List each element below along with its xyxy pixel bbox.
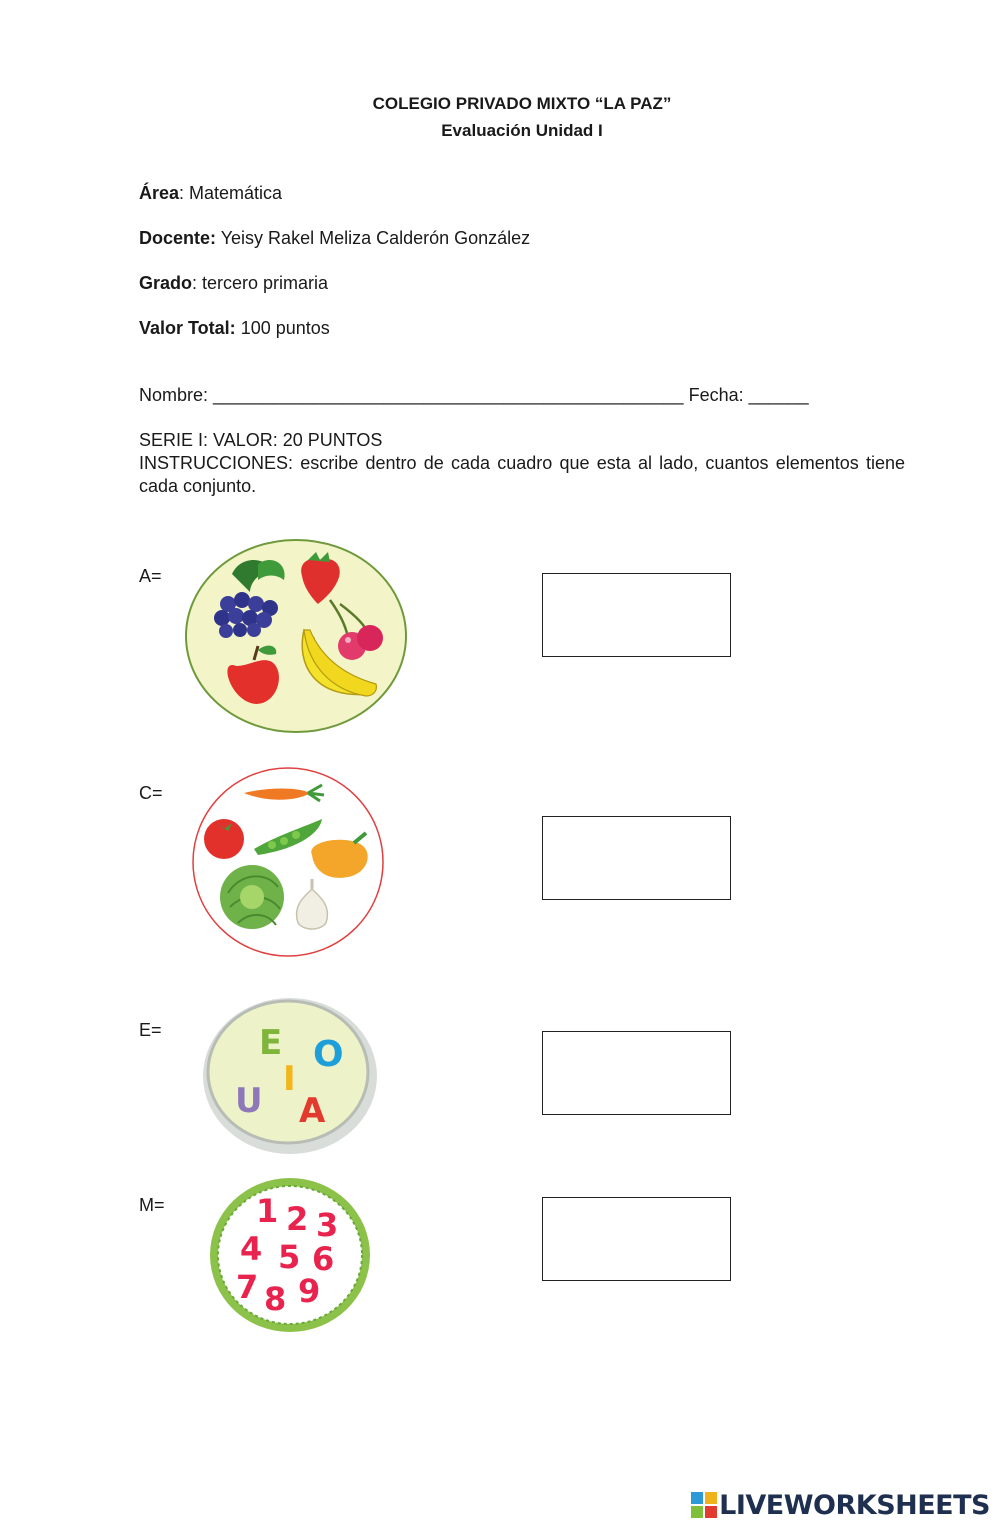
vowel-letter-i: I [283, 1059, 296, 1099]
series-title: SERIE I: VALOR: 20 PUNTOS [139, 430, 383, 450]
set-m-label: M= [139, 1195, 165, 1215]
number-digit-1: 1 [256, 1192, 279, 1230]
vegetable-set [188, 763, 388, 961]
set-a-label: A= [139, 566, 162, 586]
total-label: Valor Total: [139, 318, 236, 338]
set-c-label: C= [139, 783, 163, 803]
number-digit-2: 2 [286, 1200, 309, 1238]
answer-box-e[interactable] [542, 1031, 731, 1115]
school-name: COLEGIO PRIVADO MIXTO “LA PAZ” [372, 94, 672, 113]
number-digit-8: 8 [264, 1280, 287, 1318]
total-value: 100 puntos [235, 318, 330, 338]
logo-blocks-icon [691, 1492, 717, 1518]
vowel-letter-u: U [235, 1081, 263, 1121]
number-digit-4: 4 [240, 1230, 263, 1268]
teacher-label: Docente: [139, 228, 217, 248]
grade-field [139, 273, 328, 294]
liveworksheets-logo [691, 1488, 990, 1522]
answer-box-m[interactable] [542, 1197, 731, 1281]
vowel-letter-o: O [313, 1034, 344, 1075]
area-value: : Matemática [179, 183, 283, 203]
evaluation-title: Evaluación Unidad I [441, 121, 603, 140]
set-e-label: E= [139, 1020, 162, 1040]
number-digit-7: 7 [236, 1268, 259, 1306]
name-blank[interactable]: _______________________________________________ [213, 385, 684, 405]
name-label: Nombre: [139, 385, 209, 405]
vowel-letter-a: A [299, 1091, 326, 1131]
date-label: Fecha: [688, 385, 744, 405]
answer-box-a[interactable] [542, 573, 731, 657]
answer-box-c[interactable] [542, 816, 731, 900]
logo-text: LIVEWORKSHEETS [719, 1489, 990, 1521]
date-blank[interactable]: ______ [748, 385, 809, 405]
student-line [139, 385, 809, 406]
grade-value: : tercero primaria [192, 273, 329, 293]
cabbage-icon [220, 865, 284, 929]
number-digit-5: 5 [278, 1238, 301, 1276]
area-label: Área [139, 183, 180, 203]
vowel-letter-e: E [259, 1023, 283, 1063]
area-field [139, 183, 282, 204]
number-set [206, 1174, 374, 1336]
total-field [139, 318, 330, 339]
vowel-set [199, 992, 381, 1156]
teacher-field [139, 228, 530, 249]
series-instructions: INSTRUCCIONES: escribe dentro de cada cuadro que esta al lado, cuantos elementos tiene cada conjunto. [139, 453, 905, 496]
number-digit-9: 9 [298, 1272, 321, 1310]
fruit-set [180, 534, 412, 738]
number-digit-3: 3 [316, 1206, 339, 1244]
grade-label: Grado [139, 273, 193, 293]
number-digit-6: 6 [312, 1240, 335, 1278]
teacher-value: Yeisy Rakel Meliza Calderón González [216, 228, 531, 248]
tomato-icon [204, 819, 244, 859]
